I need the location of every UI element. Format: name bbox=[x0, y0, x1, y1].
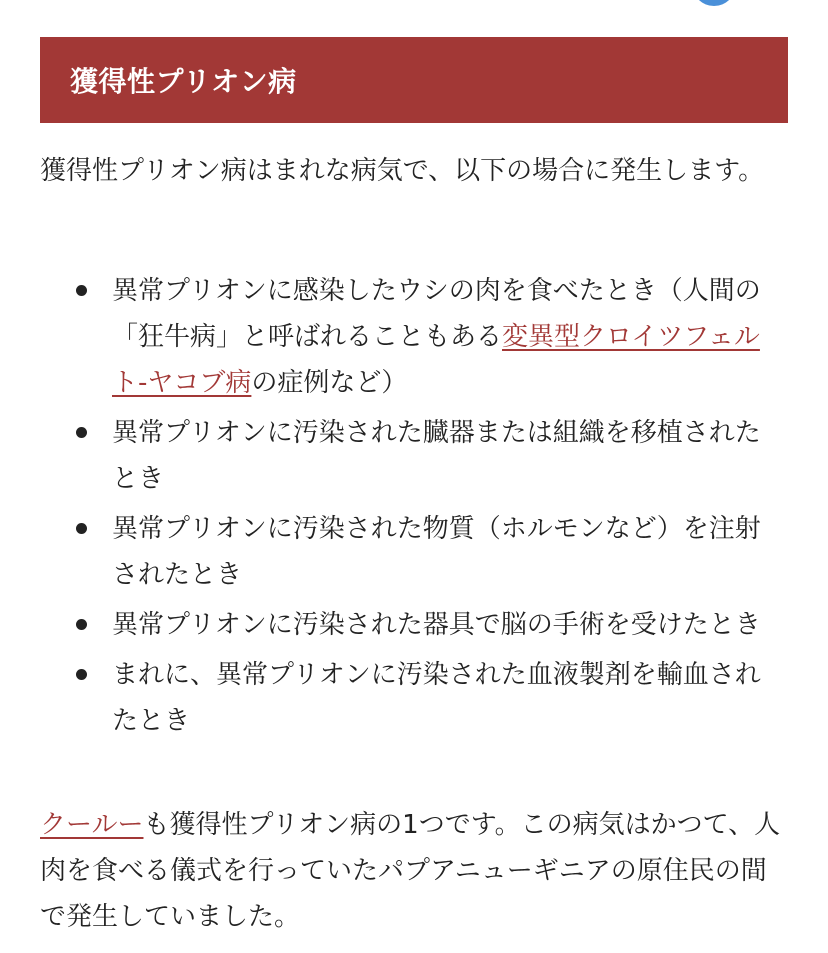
bullet-icon bbox=[76, 619, 87, 630]
list-item bbox=[40, 268, 780, 406]
outro-text: も獲得性プリオン病の1つです。この病気はかつて、人肉を食べる儀式を行っていたパプアニューギニアの原住民の間で発生していました。 bbox=[40, 810, 781, 932]
bullet-icon bbox=[76, 427, 87, 438]
bullet-icon bbox=[76, 669, 87, 680]
list-item-text: の症例など） bbox=[251, 368, 408, 398]
section-header bbox=[40, 37, 788, 123]
list-item bbox=[40, 602, 780, 648]
list-item bbox=[40, 410, 780, 502]
kuru-link[interactable]: クールー bbox=[40, 810, 144, 840]
intro-paragraph: 獲得性プリオン病はまれな病気で、以下の場合に発生します。 bbox=[40, 156, 765, 186]
list-item bbox=[40, 652, 780, 744]
bullet-icon bbox=[76, 523, 87, 534]
list-item-text: 異常プリオンに汚染された器具で脳の手術を受けたとき bbox=[112, 610, 761, 640]
list-item-text: 異常プリオンに感染したウシの肉を食べたとき（人間の「狂牛病」と呼ばれることもある bbox=[112, 276, 761, 352]
scroll-top-button[interactable] bbox=[692, 0, 736, 6]
bullet-icon bbox=[76, 285, 87, 296]
section-title: 獲得性プリオン病 bbox=[70, 65, 297, 98]
vcjd-link[interactable]: 変異型クロイツフェルト-ヤコブ病 bbox=[112, 322, 760, 398]
list-item-text: まれに、異常プリオンに汚染された血液製剤を輸血されたとき bbox=[112, 660, 761, 736]
outro-paragraph bbox=[40, 802, 788, 940]
cause-list bbox=[40, 268, 780, 748]
list-item-text: 異常プリオンに汚染された物質（ホルモンなど）を注射されたとき bbox=[112, 514, 761, 590]
list-item-text: 異常プリオンに汚染された臓器または組織を移植されたとき bbox=[112, 418, 761, 494]
list-item bbox=[40, 506, 780, 598]
